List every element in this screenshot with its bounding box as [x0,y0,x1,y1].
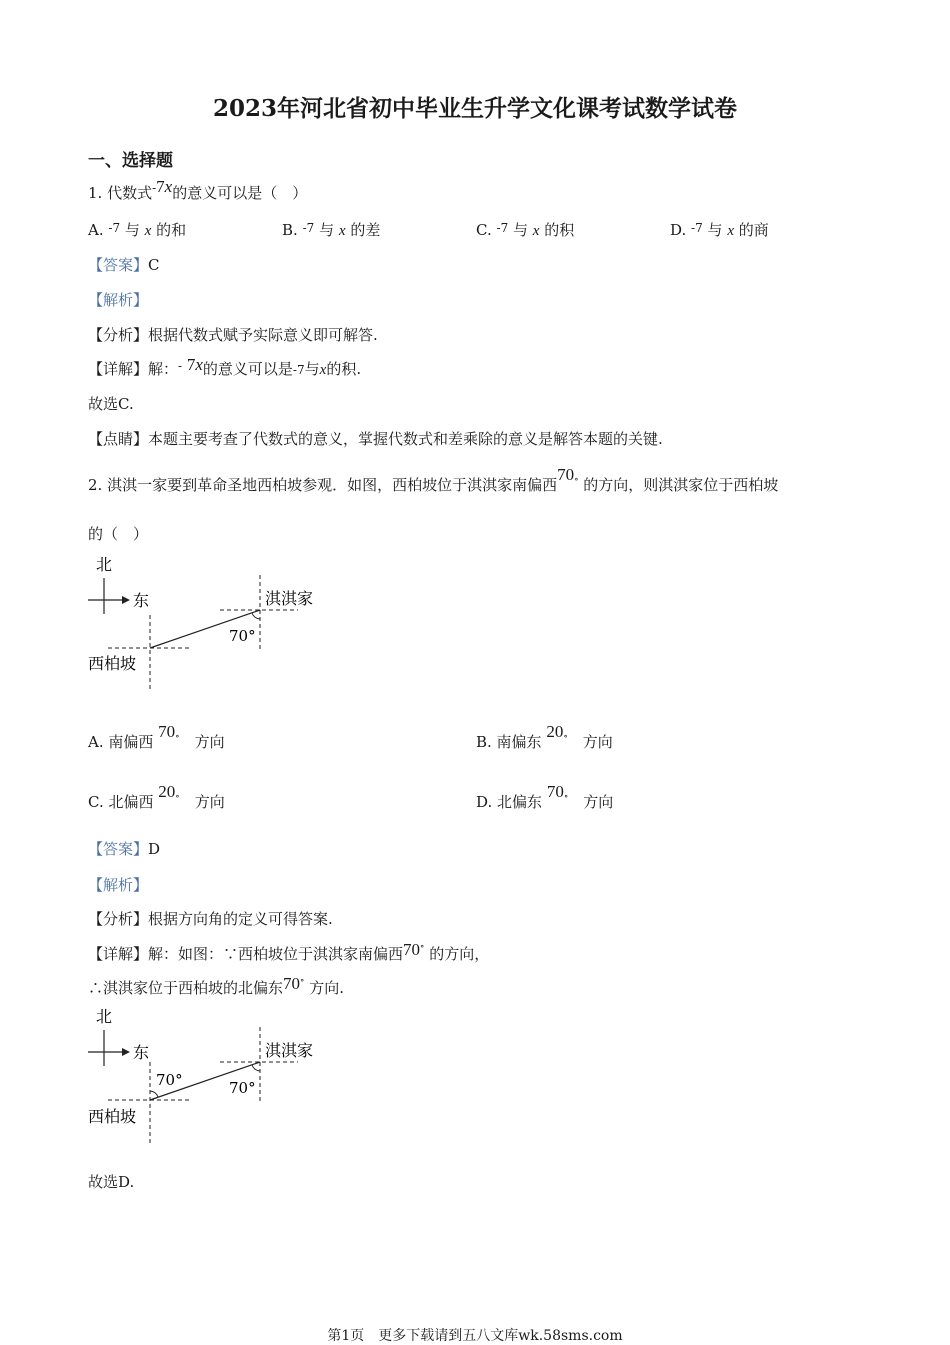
east-arrow-icon [122,1048,130,1056]
q1-jiexi-tag: 【解析】 [88,291,149,309]
fig2-angle-label-1: 70° [156,1071,183,1089]
q2-guxuan: 故选D. [88,1173,135,1191]
q2-option-b: B. 南偏东 20∘ 方向 [476,722,613,751]
angle-arc [252,613,260,619]
q1-option-b: B. $^{-7}$ 与 x 的差 [282,221,381,239]
q2-therefore: ∴淇淇家位于西柏坡的北偏东70∘ 方向. [88,974,344,997]
q2-option-c: C. 北偏西 20∘ 方向 [88,782,225,811]
fig-home-label: 淇淇家 [265,589,314,608]
q2-stem: 2. 淇淇一家要到革命圣地西柏坡参观．如图，西柏坡位于淇淇家南偏西70∘ 的方向，则淇淇家位于西柏坡 [88,465,779,494]
fig-xibaipo-label: 西柏坡 [88,654,137,673]
fig-north-label: 北 [96,555,113,574]
q1-fenxi: 【分析】根据代数式赋予实际意义即可解答. [88,326,378,344]
page-footer: 第1页 更多下载请到五八文库wk.58sms.com [327,1328,623,1344]
q2-stem-line2: 的（ ） [88,525,149,543]
fig2-north-label: 北 [96,1007,113,1026]
q1-option-a: A. $^{-7}$ 与 x 的和 [88,221,187,239]
q1-option-c: C. $^{-7}$ 与 x 的积 [476,221,575,239]
fig-angle-label: 70° [229,627,256,645]
east-arrow-icon [122,596,130,604]
page-title: 2023年河北省初中毕业生升学文化课考试数学试卷 [212,95,737,122]
q2-xiangjie: 【详解】解：如图：∵西柏坡位于淇淇家南偏西70∘ 的方向， [88,940,490,963]
angle-arc-home [252,1065,260,1071]
q2-solution-figure [80,1002,340,1147]
q1-guxuan: 故选C. [88,395,134,413]
q1-answer: 【答案】C [88,256,160,274]
fig2-home-label: 淇淇家 [265,1041,314,1060]
section-heading: 一、选择题 [88,151,173,171]
fig2-xibaipo-label: 西柏坡 [88,1107,137,1126]
q1-option-d: D. $^{-7}$ 与 x 的商 [670,221,769,239]
fig2-east-label: 东 [133,1043,150,1062]
fig-east-label: 东 [133,591,150,610]
q2-figure [80,550,340,695]
fig2-angle-label-2: 70° [229,1079,256,1097]
q2-option-a: A. 南偏西 70∘ 方向 [88,722,225,751]
q2-fenxi: 【分析】根据方向角的定义可得答案. [88,910,333,928]
q1-dianjing: 【点睛】本题主要考查了代数式的意义，掌握代数式和差乘除的意义是解答本题的关键. [88,430,663,448]
q2-option-d: D. 北偏东 70∘ 方向 [476,782,614,811]
angle-arc-xbp [150,1091,158,1097]
q1-xiangjie: 【详解】解：- 7x的意义可以是-7与x的积. [88,355,362,378]
q1-stem: 1. 代数式-7x的意义可以是（ ） [88,177,308,202]
q2-answer: 【答案】D [88,840,161,858]
q2-jiexi-tag: 【解析】 [88,876,149,894]
